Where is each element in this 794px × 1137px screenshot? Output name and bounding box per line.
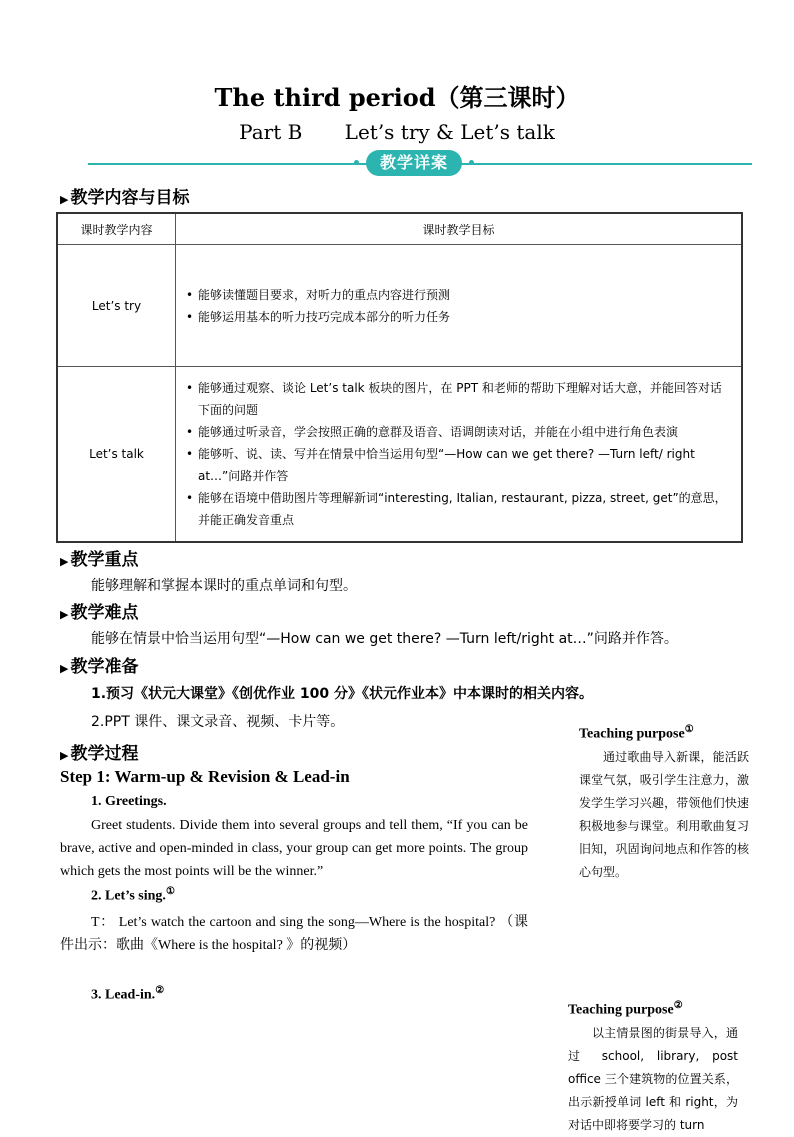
table-header-goals: 课时教学目标 (176, 213, 743, 245)
purpose-1-text: 通过歌曲导入新课，能活跃课堂气氛，吸引学生注意力，激发学生学习兴趣，带领他们快速积极地参与课堂。利用歌曲复习旧知，巩固询问地点和作答的核心句型。 (579, 750, 749, 879)
focus-heading: ▶ 教学重点 (60, 550, 139, 570)
greetings-text: Greet students. Divide them into several groups and tell them, “If you can be brave, active and open-minded in class, your group can get more points. The group which gets the most points will be the winner.” (60, 818, 528, 879)
footnote-marker: ② (155, 985, 165, 996)
preparation-heading: ▶ 教学准备 (60, 657, 139, 677)
goal-item: • 能够运用基本的听力技巧完成本部分的听力任务 (186, 306, 733, 328)
table-cell-content: Let’s try (57, 245, 176, 367)
goal-item: • 能够读懂题目要求，对听力的重点内容进行预测 (186, 284, 733, 306)
goals-heading: ▶ 教学内容与目标 (60, 188, 190, 208)
table-row (57, 367, 742, 542)
sing-title: 2. Let’s sing.① (91, 886, 175, 904)
badge-dot-right (469, 160, 474, 165)
process-heading: ▶ 教学过程 (60, 744, 139, 764)
table-cell-goals (176, 367, 743, 542)
page-title: The third period（第三课时） (214, 83, 580, 112)
goal-item: • 能够通过观察、谈论 Let’s talk 板块的图片，在 PPT 和老师的帮助下理解对话大意，并能回答对话下面的问题 (186, 377, 733, 421)
goal-item: • 能够听、说、读、写并在情景中恰当运用句型“—How can we get there? —Turn left/ right at…”问路并作答 (186, 443, 733, 487)
goals-table (56, 212, 743, 543)
table-header-row (57, 213, 742, 245)
footnote-marker: ① (165, 886, 175, 897)
purpose-2-text: 以主情景图的街景导入，通过 school, library, post office 三个建筑物的位置关系，出示新授单词 left 和 right，为对话中即将要学习的 turn (568, 1026, 738, 1132)
step1-title: Step 1: Warm-up & Revision & Lead-in (60, 767, 350, 786)
badge-group (352, 150, 476, 178)
lessons-label: Let’s try & Let’s talk (344, 120, 555, 144)
page-subtitle (0, 120, 794, 144)
sing-text: T： Let’s watch the cartoon and sing the song—Where is the hospital? （课件出示：歌曲《Where is the hospital? 》的视频） (60, 915, 528, 953)
table-cell-goals (176, 245, 743, 367)
purpose-2-title: Teaching purpose② (568, 1000, 683, 1018)
goal-item: • 能够通过听录音，学会按照正确的意群及语音、语调朗读对话，并能在小组中进行角色表演 (186, 421, 733, 443)
difficulty-heading: ▶ 教学难点 (60, 603, 139, 623)
preparation-item-2: 2.PPT 课件、课文录音、视频、卡片等。 (91, 714, 345, 730)
lesson-plan-badge: 教学详案 (366, 150, 462, 176)
table-cell-content: Let’s talk (57, 367, 176, 542)
part-label: Part B (239, 120, 303, 144)
purpose-1-title: Teaching purpose① (579, 724, 694, 742)
preparation-item-1: 1.预习《状元大课堂》《创优作业 100 分》《状元作业本》中本课时的相关内容。 (91, 686, 594, 702)
greetings-title: 1. Greetings. (91, 794, 167, 809)
focus-text: 能够理解和掌握本课时的重点单词和句型。 (91, 578, 357, 594)
goal-item: • 能够在语境中借助图片等理解新词“interesting, Italian, restaurant, pizza, street, get”的意思，并能正确发音重点 (186, 487, 733, 531)
badge-dot-left (354, 160, 359, 165)
leadin-title: 3. Lead-in.② (91, 985, 165, 1003)
difficulty-text: 能够在情景中恰当运用句型“—How can we get there? —Turn left/right at…”问路并作答。 (91, 631, 678, 647)
table-header-content: 课时教学内容 (57, 213, 176, 245)
table-row (57, 245, 742, 367)
